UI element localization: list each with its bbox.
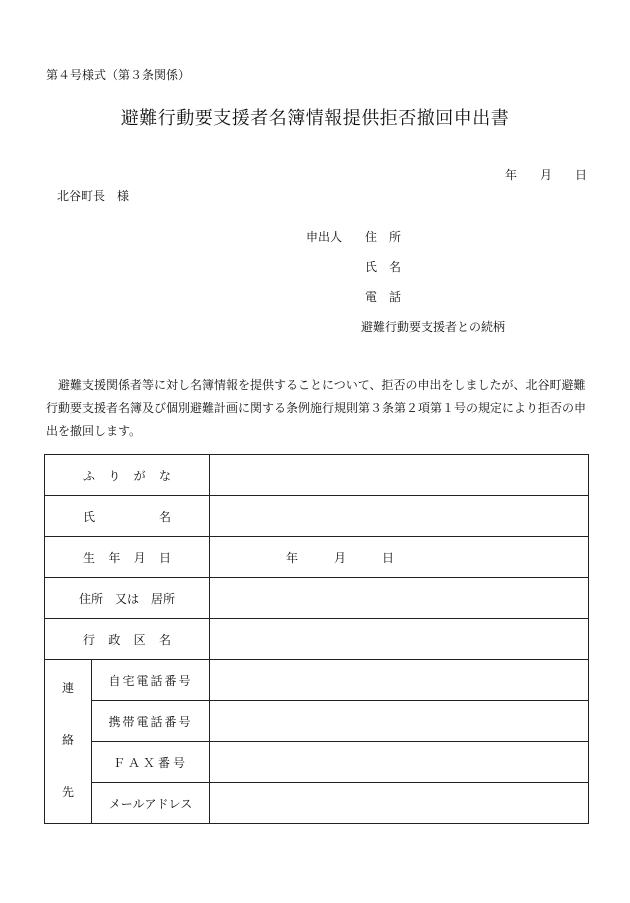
name-label <box>45 496 210 537</box>
applicant-address-label: 住 所 <box>365 230 402 244</box>
furigana-char: が <box>133 468 146 483</box>
date-day-label: 日 <box>575 168 588 182</box>
district-field[interactable] <box>210 619 589 660</box>
date-year-label: 年 <box>505 168 518 182</box>
contact-char: 連 <box>61 681 74 695</box>
name-field[interactable] <box>210 496 589 537</box>
address-label: 住所 又は 居所 <box>45 578 210 619</box>
fax-label: ＦＡＸ番号 <box>92 742 210 783</box>
district-char: 区 <box>133 632 146 647</box>
birth-char: 年 <box>108 550 121 565</box>
addressee: 北谷町長 様 <box>57 189 130 203</box>
home-phone-field[interactable] <box>210 660 589 701</box>
email-field[interactable] <box>210 783 589 824</box>
birth-label <box>45 537 210 578</box>
table-row-furigana <box>45 455 589 496</box>
furigana-label <box>45 455 210 496</box>
district-label <box>45 619 210 660</box>
district-char: 政 <box>108 632 121 647</box>
birth-char: 月 <box>133 550 146 565</box>
applicant-label: 申出人 <box>306 230 343 244</box>
table-row-district <box>45 619 589 660</box>
furigana-char: ふ <box>83 468 96 483</box>
name-char: 氏 <box>83 509 96 524</box>
mobile-phone-field[interactable] <box>210 701 589 742</box>
address-field[interactable] <box>210 578 589 619</box>
table-row-email <box>45 783 589 824</box>
date-month-label: 月 <box>540 168 553 182</box>
contact-group-label <box>45 660 92 824</box>
applicant-name-label: 氏 名 <box>365 260 402 274</box>
home-phone-label: 自宅電話番号 <box>92 660 210 701</box>
district-char: 名 <box>158 632 171 647</box>
table-row-fax <box>45 742 589 783</box>
document-title: 避難行動要支援者名簿情報提供拒否撤回申出書 <box>120 108 510 129</box>
birth-field[interactable] <box>210 537 589 578</box>
table-row-home-phone <box>45 660 589 701</box>
birth-day-label: 日 <box>382 550 395 565</box>
contact-char: 先 <box>61 785 74 799</box>
form-number: 第４号様式（第３条関係） <box>46 68 191 82</box>
district-char: 行 <box>83 632 96 647</box>
table-row-mobile-phone <box>45 701 589 742</box>
furigana-char: な <box>158 468 171 483</box>
birth-char: 日 <box>158 550 171 565</box>
fax-field[interactable] <box>210 742 589 783</box>
email-label: メールアドレス <box>92 783 210 824</box>
furigana-field[interactable] <box>210 455 589 496</box>
applicant-relation-label: 避難行動要支援者との続柄 <box>361 320 506 334</box>
body-text: 避難支援関係者等に対し名簿情報を提供することについて、拒否の申出をしましたが、北谷町避難行動要支援者名簿及び個別避難計画に関する条例施行規則第３条第２項第１号の規定により拒否の申出を撤回します。 <box>46 378 587 438</box>
application-form-table <box>44 454 589 824</box>
contact-char: 絡 <box>61 733 74 747</box>
table-row-name <box>45 496 589 537</box>
mobile-phone-label: 携帯電話番号 <box>92 701 210 742</box>
birth-month-label: 月 <box>334 550 347 565</box>
name-char: 名 <box>158 509 171 524</box>
birth-year-label: 年 <box>286 550 299 565</box>
table-row-address <box>45 578 589 619</box>
table-row-birth <box>45 537 589 578</box>
birth-char: 生 <box>83 550 96 565</box>
applicant-phone-label: 電 話 <box>365 290 402 304</box>
furigana-char: り <box>108 468 121 483</box>
